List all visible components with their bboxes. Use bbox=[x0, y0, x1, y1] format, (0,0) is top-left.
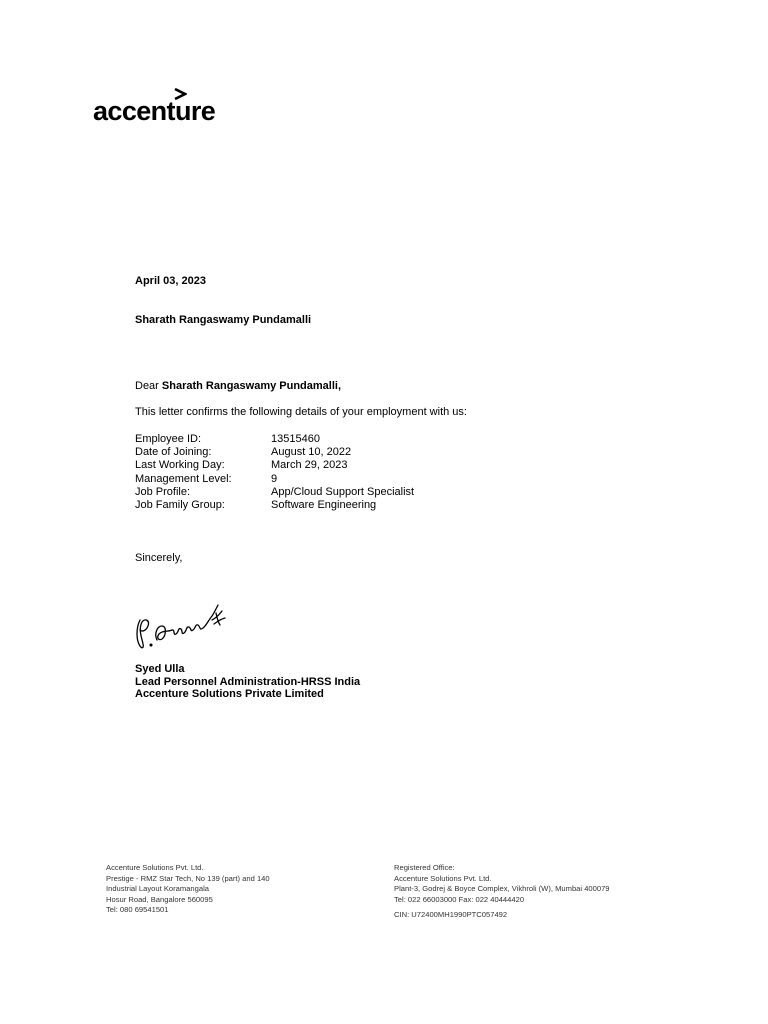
detail-value: 9 bbox=[271, 472, 278, 485]
detail-value: March 29, 2023 bbox=[271, 459, 348, 472]
detail-label: Date of Joining: bbox=[135, 446, 212, 459]
detail-value: Software Engineering bbox=[271, 498, 377, 511]
salutation bbox=[135, 380, 341, 392]
salutation-prefix: Dear bbox=[135, 380, 159, 392]
footer-line: Prestige - RMZ Star Tech, No 139 (part) and 140 bbox=[106, 873, 270, 883]
footer-line: Industrial Layout Koramangala bbox=[106, 884, 210, 894]
footer-cin: CIN: U72400MH1990PTC057492 bbox=[394, 909, 508, 919]
logo-wordmark: accenture bbox=[93, 96, 216, 126]
footer-line: Hosur Road, Bangalore 560095 bbox=[106, 894, 213, 904]
detail-value: 13515460 bbox=[271, 433, 320, 445]
detail-value: August 10, 2022 bbox=[271, 446, 352, 459]
signer-block bbox=[135, 663, 360, 701]
intro-text: This letter confirms the following details of your employment with us: bbox=[135, 406, 467, 418]
detail-label: Last Working Day: bbox=[135, 459, 225, 472]
detail-label: Employee ID: bbox=[135, 433, 202, 445]
closing: Sincerely, bbox=[135, 552, 183, 564]
footer-registered-office bbox=[394, 863, 610, 920]
salutation-name: Sharath Rangaswamy Pundamalli, bbox=[161, 380, 342, 392]
letter-date: April 03, 2023 bbox=[135, 275, 206, 287]
signer-name: Syed Ulla bbox=[135, 663, 185, 675]
footer-line: Accenture Solutions Pvt. Ltd. bbox=[106, 863, 204, 872]
handwritten-signature bbox=[132, 596, 228, 652]
signer-title: Lead Personnel Administration-HRSS India bbox=[135, 675, 361, 688]
detail-label: Job Profile: bbox=[135, 485, 191, 498]
detail-value: App/Cloud Support Specialist bbox=[271, 485, 415, 498]
recipient-name: Sharath Rangaswamy Pundamalli bbox=[135, 314, 312, 326]
footer-line: Plant-3, Godrej & Boyce Complex, Vikhroli (W), Mumbai 400079 bbox=[394, 884, 610, 894]
footer-line: Tel: 022 66003000 Fax: 022 40444420 bbox=[394, 894, 525, 904]
detail-label: Management Level: bbox=[135, 472, 232, 485]
footer-line: Accenture Solutions Pvt. Ltd. bbox=[394, 873, 492, 883]
footer-company-address bbox=[106, 863, 270, 916]
detail-label: Job Family Group: bbox=[135, 498, 225, 511]
footer-line: Registered Office: bbox=[394, 863, 455, 872]
signer-company: Accenture Solutions Private Limited bbox=[135, 688, 324, 700]
footer-line: Tel: 080 69541501 bbox=[106, 905, 169, 915]
accenture-logo bbox=[93, 88, 233, 128]
